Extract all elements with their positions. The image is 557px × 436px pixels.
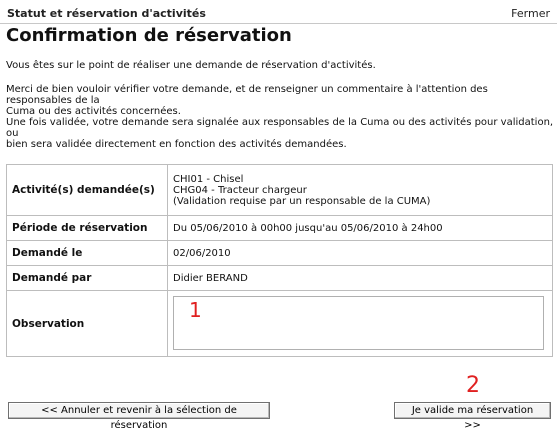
requested-by-label: Demandé par: [7, 266, 168, 291]
requested-on-label: Demandé le: [7, 241, 168, 266]
requested-on-value: 02/06/2010: [168, 241, 553, 266]
intro-text: [6, 60, 554, 162]
table-row: [7, 216, 553, 241]
annotation-marker-2: 2: [466, 373, 480, 398]
cancel-button[interactable]: << Annuler et revenir à la sélection de réservation: [8, 402, 270, 419]
intro-paragraph-2: [6, 84, 554, 117]
observation-label: Observation: [7, 291, 168, 357]
intro-line: bien sera validée directement en fonction des activités demandées.: [6, 139, 347, 150]
activity-item: CHG04 - Tracteur chargeur: [173, 184, 307, 196]
requested-by-value: Didier BERAND: [168, 266, 553, 291]
intro-paragraph-3: [6, 117, 554, 150]
table-row: [7, 165, 553, 216]
activities-label: Activité(s) demandée(s): [7, 165, 168, 216]
app-title: Statut et réservation d'activités: [7, 7, 206, 20]
intro-line: Cuma ou des activités concernées.: [6, 106, 181, 117]
close-link[interactable]: Fermer: [511, 7, 550, 20]
activity-item: CHI01 - Chisel: [173, 173, 244, 185]
activities-value: [168, 165, 553, 216]
reservation-summary-table: [6, 164, 553, 357]
observation-cell: [168, 291, 553, 357]
observation-textarea[interactable]: [173, 296, 544, 350]
intro-line: Merci de bien vouloir vérifier votre demande, et de renseigner un commentaire à l'attention des responsables de la: [6, 84, 488, 106]
annotation-marker-1: 1: [189, 297, 202, 322]
intro-line: Une fois validée, votre demande sera signalée aux responsables de la Cuma ou des activités pour validation, ou: [6, 117, 554, 139]
activity-note: (Validation requise par un responsable de la CUMA): [173, 195, 431, 207]
table-row: [7, 291, 553, 357]
title-bar: [0, 0, 557, 24]
table-row: [7, 241, 553, 266]
table-row: [7, 266, 553, 291]
period-value: Du 05/06/2010 à 00h00 jusqu'au 05/06/2010 à 24h00: [168, 216, 553, 241]
validate-button[interactable]: Je valide ma réservation >>: [394, 402, 551, 419]
page-title: Confirmation de réservation: [6, 25, 292, 46]
period-label: Période de réservation: [7, 216, 168, 241]
intro-paragraph-1: Vous êtes sur le point de réaliser une demande de réservation d'activités.: [6, 60, 376, 71]
